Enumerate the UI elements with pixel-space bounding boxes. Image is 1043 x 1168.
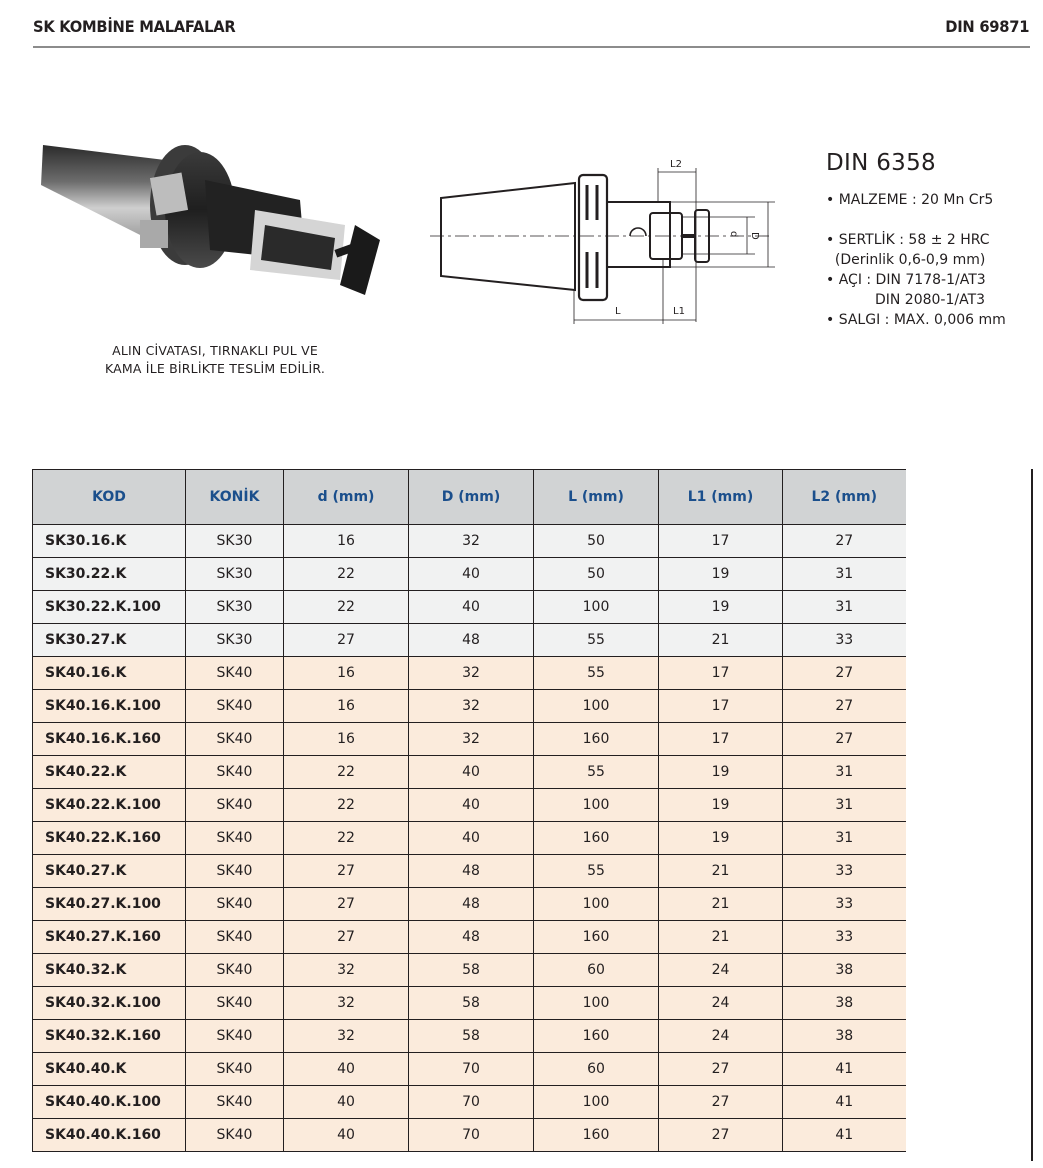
label-d: d	[728, 231, 739, 238]
cell-L1: 27	[659, 1119, 783, 1152]
label-L2: L2	[670, 159, 682, 170]
cell-konik: SK30	[186, 558, 284, 591]
spec-runout: • SALGI : MAX. 0,006 mm	[826, 312, 1006, 328]
cell-konik: SK40	[186, 1086, 284, 1119]
cell-L2: 27	[783, 525, 906, 558]
cell-L1: 27	[659, 1086, 783, 1119]
cell-d: 27	[284, 921, 409, 954]
flange	[579, 175, 607, 300]
table-row	[33, 789, 906, 822]
table-row	[33, 822, 906, 855]
table-row	[33, 1053, 906, 1086]
cell-D: 58	[409, 954, 534, 987]
key-slot	[630, 228, 646, 236]
cell-L1: 27	[659, 1053, 783, 1086]
cell-kod: SK40.40.K.160	[33, 1119, 186, 1152]
cell-konik: SK40	[186, 954, 284, 987]
cell-d: 27	[284, 855, 409, 888]
cell-L: 100	[534, 591, 659, 624]
table-row	[33, 1119, 906, 1152]
cell-d: 40	[284, 1119, 409, 1152]
cell-konik: SK40	[186, 756, 284, 789]
page-title: SK KOMBİNE MALAFALAR	[33, 17, 236, 36]
cell-D: 70	[409, 1119, 534, 1152]
cell-d: 16	[284, 525, 409, 558]
cell-L2: 27	[783, 690, 906, 723]
product-caption	[60, 342, 370, 378]
table-header-row	[33, 470, 906, 525]
label-L: L	[615, 306, 621, 317]
cell-D: 48	[409, 624, 534, 657]
spec-material: • MALZEME : 20 Mn Cr5	[826, 192, 994, 208]
col-header-L2: L2 (mm)	[783, 470, 906, 525]
cell-d: 22	[284, 558, 409, 591]
cell-d: 32	[284, 954, 409, 987]
cell-konik: SK30	[186, 525, 284, 558]
cell-L: 60	[534, 954, 659, 987]
cell-L1: 17	[659, 525, 783, 558]
spec-angle: • AÇI : DIN 7178-1/AT3	[826, 272, 986, 288]
cell-L: 50	[534, 558, 659, 591]
cell-L: 50	[534, 525, 659, 558]
col-header-D: D (mm)	[409, 470, 534, 525]
cell-L1: 21	[659, 921, 783, 954]
cell-L1: 17	[659, 690, 783, 723]
cell-L: 160	[534, 822, 659, 855]
cell-konik: SK40	[186, 1053, 284, 1086]
technical-drawing	[425, 140, 785, 330]
table-row	[33, 624, 906, 657]
label-L1: L1	[673, 306, 685, 317]
cell-d: 16	[284, 690, 409, 723]
table-row	[33, 723, 906, 756]
cell-kod: SK30.22.K.100	[33, 591, 186, 624]
tool-holder-photo	[35, 130, 395, 315]
cell-L2: 41	[783, 1119, 906, 1152]
cell-konik: SK40	[186, 690, 284, 723]
spec-title: DIN 6358	[826, 150, 936, 176]
spec-hardness: • SERTLİK : 58 ± 2 HRC	[826, 232, 990, 248]
cell-L2: 33	[783, 855, 906, 888]
cell-konik: SK40	[186, 888, 284, 921]
cell-L1: 17	[659, 657, 783, 690]
cell-L1: 24	[659, 987, 783, 1020]
cell-L: 100	[534, 1086, 659, 1119]
cell-L: 55	[534, 855, 659, 888]
cell-konik: SK30	[186, 591, 284, 624]
cell-D: 48	[409, 855, 534, 888]
cell-D: 58	[409, 1020, 534, 1053]
cell-D: 32	[409, 525, 534, 558]
cell-konik: SK40	[186, 723, 284, 756]
cell-L: 55	[534, 624, 659, 657]
cell-D: 40	[409, 789, 534, 822]
cell-kod: SK40.27.K	[33, 855, 186, 888]
table-row	[33, 1086, 906, 1119]
cell-L2: 31	[783, 789, 906, 822]
cell-L: 55	[534, 657, 659, 690]
cell-L2: 41	[783, 1053, 906, 1086]
cell-D: 70	[409, 1053, 534, 1086]
cell-d: 32	[284, 1020, 409, 1053]
cell-L2: 27	[783, 723, 906, 756]
spec-hardness-depth: (Derinlik 0,6-0,9 mm)	[826, 252, 986, 268]
cell-L1: 24	[659, 1020, 783, 1053]
col-header-L: L (mm)	[534, 470, 659, 525]
cell-kod: SK40.32.K.100	[33, 987, 186, 1020]
cell-konik: SK40	[186, 1020, 284, 1053]
cell-L: 60	[534, 1053, 659, 1086]
cell-kod: SK30.16.K	[33, 525, 186, 558]
cell-kod: SK40.32.K	[33, 954, 186, 987]
cell-D: 40	[409, 591, 534, 624]
cell-L1: 19	[659, 756, 783, 789]
cell-kod: SK40.40.K.100	[33, 1086, 186, 1119]
col-header-kod: KOD	[33, 470, 186, 525]
cell-L: 100	[534, 987, 659, 1020]
cell-konik: SK40	[186, 822, 284, 855]
standard-label: DIN 69871	[945, 17, 1029, 36]
cell-L2: 38	[783, 954, 906, 987]
spec-block	[826, 150, 1006, 330]
cell-L2: 27	[783, 657, 906, 690]
table-row	[33, 1020, 906, 1053]
cell-D: 58	[409, 987, 534, 1020]
cell-D: 32	[409, 723, 534, 756]
cell-D: 70	[409, 1086, 534, 1119]
cell-L2: 33	[783, 624, 906, 657]
cell-d: 16	[284, 723, 409, 756]
cell-L: 160	[534, 1119, 659, 1152]
spec-angle-2: DIN 2080-1/AT3	[826, 292, 986, 308]
cell-D: 40	[409, 822, 534, 855]
cell-D: 32	[409, 657, 534, 690]
cell-L1: 21	[659, 888, 783, 921]
caption-line-2: KAMA İLE BİRLİKTE TESLİM EDİLİR.	[104, 361, 326, 376]
cell-L2: 31	[783, 756, 906, 789]
cell-L2: 33	[783, 888, 906, 921]
cell-kod: SK40.22.K.100	[33, 789, 186, 822]
table-row	[33, 855, 906, 888]
cell-L2: 31	[783, 591, 906, 624]
cell-L1: 19	[659, 558, 783, 591]
table-row	[33, 657, 906, 690]
cell-L2: 33	[783, 921, 906, 954]
cell-kod: SK40.16.K.100	[33, 690, 186, 723]
cell-d: 40	[284, 1053, 409, 1086]
cell-L1: 17	[659, 723, 783, 756]
caption-line-1: ALIN CİVATASI, TIRNAKLI PUL VE	[112, 343, 318, 358]
cell-d: 22	[284, 822, 409, 855]
table-row	[33, 558, 906, 591]
cell-d: 22	[284, 789, 409, 822]
header-divider	[33, 46, 1030, 48]
table-row	[33, 987, 906, 1020]
cell-kod: SK30.22.K	[33, 558, 186, 591]
cell-d: 27	[284, 624, 409, 657]
col-header-L1: L1 (mm)	[659, 470, 783, 525]
cell-L1: 19	[659, 789, 783, 822]
cell-L2: 31	[783, 558, 906, 591]
table-row	[33, 888, 906, 921]
cell-L2: 38	[783, 1020, 906, 1053]
table-row	[33, 525, 906, 558]
body	[607, 202, 670, 267]
cell-L: 100	[534, 789, 659, 822]
cell-d: 40	[284, 1086, 409, 1119]
cell-L: 100	[534, 888, 659, 921]
cell-kod: SK40.32.K.160	[33, 1020, 186, 1053]
table-row	[33, 954, 906, 987]
cell-konik: SK30	[186, 624, 284, 657]
cell-L2: 38	[783, 987, 906, 1020]
cell-d: 32	[284, 987, 409, 1020]
col-header-d: d (mm)	[284, 470, 409, 525]
cell-D: 48	[409, 888, 534, 921]
product-table	[32, 469, 906, 1152]
cell-kod: SK40.16.K	[33, 657, 186, 690]
cell-L1: 24	[659, 954, 783, 987]
table-row	[33, 921, 906, 954]
cell-konik: SK40	[186, 921, 284, 954]
cell-L: 55	[534, 756, 659, 789]
cell-L1: 19	[659, 822, 783, 855]
col-header-konik: KONİK	[186, 470, 284, 525]
taper-cone	[441, 183, 575, 290]
cell-kod: SK40.27.K.100	[33, 888, 186, 921]
cell-konik: SK40	[186, 987, 284, 1020]
cell-L: 160	[534, 1020, 659, 1053]
cell-konik: SK40	[186, 855, 284, 888]
cell-D: 48	[409, 921, 534, 954]
cell-L1: 21	[659, 855, 783, 888]
table-row	[33, 756, 906, 789]
cell-d: 22	[284, 591, 409, 624]
cell-d: 22	[284, 756, 409, 789]
cell-L2: 41	[783, 1086, 906, 1119]
table-row	[33, 591, 906, 624]
cell-kod: SK40.40.K	[33, 1053, 186, 1086]
cell-konik: SK40	[186, 657, 284, 690]
cell-d: 27	[284, 888, 409, 921]
cell-L2: 31	[783, 822, 906, 855]
cell-L1: 19	[659, 591, 783, 624]
cell-D: 40	[409, 558, 534, 591]
cell-L: 160	[534, 723, 659, 756]
cell-kod: SK40.22.K.160	[33, 822, 186, 855]
cell-L1: 21	[659, 624, 783, 657]
cell-kod: SK40.22.K	[33, 756, 186, 789]
cell-konik: SK40	[186, 789, 284, 822]
cell-kod: SK30.27.K	[33, 624, 186, 657]
right-border-line	[1031, 469, 1033, 1161]
cell-L: 160	[534, 921, 659, 954]
table-row	[33, 690, 906, 723]
cell-kod: SK40.27.K.160	[33, 921, 186, 954]
label-D: D	[749, 232, 760, 240]
cell-kod: SK40.16.K.160	[33, 723, 186, 756]
cell-d: 16	[284, 657, 409, 690]
cell-D: 32	[409, 690, 534, 723]
cell-D: 40	[409, 756, 534, 789]
cell-L: 100	[534, 690, 659, 723]
cell-konik: SK40	[186, 1119, 284, 1152]
